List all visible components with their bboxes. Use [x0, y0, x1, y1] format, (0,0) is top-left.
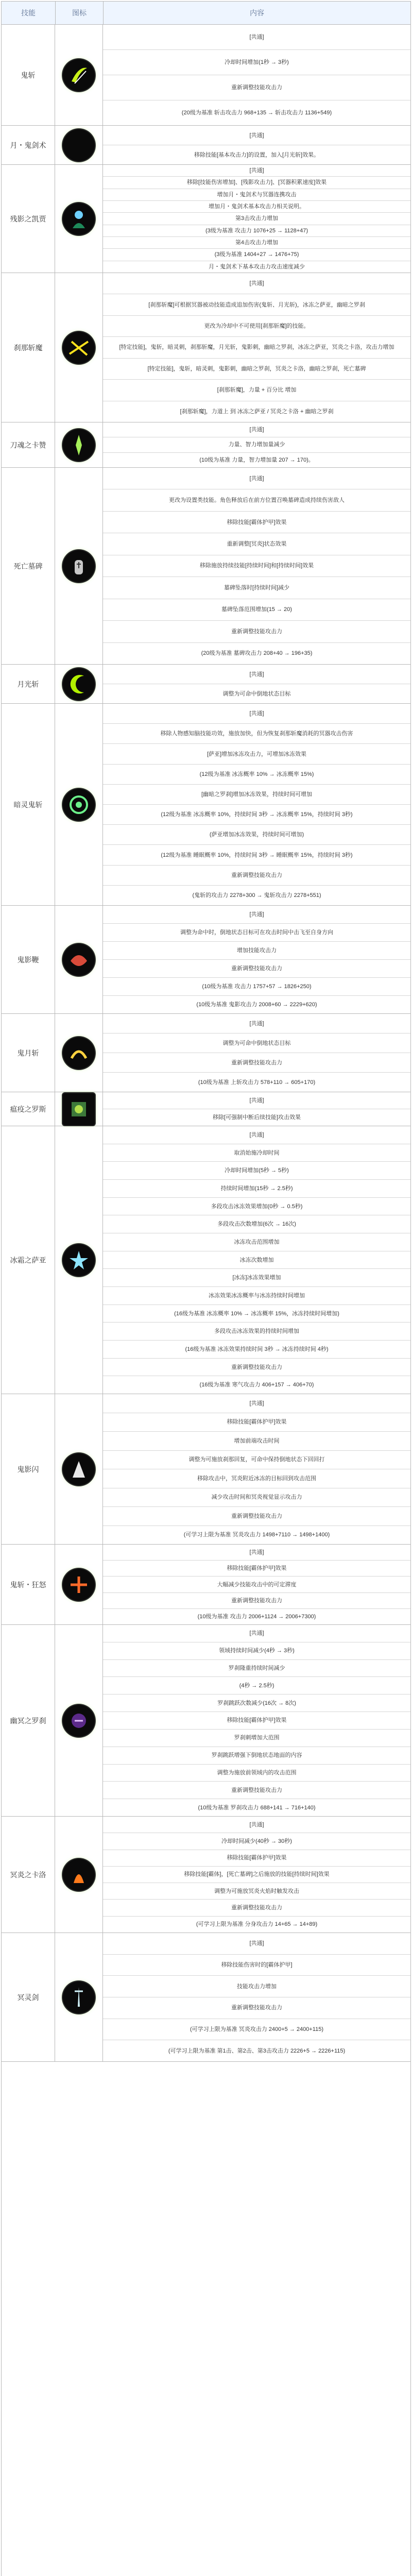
change-line: 取消始施冷却时间 [103, 1144, 410, 1162]
skill-name: 刀魂之卡赞 [2, 422, 55, 467]
change-line: 罗刹跳跃次数减少(16次 → 8次) [103, 1694, 410, 1712]
skill-name: 鬼斩・狂怒 [2, 1545, 55, 1624]
skill-name: 月・鬼剑术 [2, 126, 55, 164]
change-line: 罗刹刺增加大范围 [103, 1730, 410, 1747]
skill-icon-cell [55, 1126, 103, 1394]
skill-icon-cell [55, 1817, 103, 1933]
change-line: 力量、智力增加量减少 [103, 437, 410, 452]
section-tag: [共通] [103, 126, 410, 145]
change-line: (16级为基准 冰冻效果持续时间 3秒 → 冰冻持续时间 4秒) [103, 1341, 410, 1359]
change-line: 移除技能[霸体护甲]效果 [103, 512, 410, 533]
change-line: 重新调整技能攻击力 [103, 866, 410, 886]
skill-change-list [103, 1014, 410, 1092]
table-header [2, 2, 410, 25]
skill-icon-cell [55, 25, 103, 125]
change-line: 移除技能[基本攻击力]的设置，加入[月光斩]效果。 [194, 151, 320, 158]
blade-spirit-icon [63, 429, 95, 461]
change-line: 冷却时间增加(1秒 → 3秒) [103, 50, 410, 75]
change-line: (12级为基准 冰冻概率 10% → 冰冻概率 15%) [103, 765, 410, 785]
table-body [2, 25, 410, 2062]
change-line: 更改为设置类技能。角色释放后在前方位置召唤墓碑造成持续伤害敌人 [103, 489, 410, 511]
change-line: (可学习上限为基准 冥炎攻击力 2400+5 → 2400+115) [103, 2019, 410, 2041]
afterimage-warrior-icon [63, 203, 95, 235]
section-tag: [共通] [103, 1394, 410, 1413]
change-line: 第3击攻击力增加 [103, 213, 410, 225]
change-line: 墓碑坠落范围增加(15 → 20) [103, 599, 410, 621]
table-row [2, 1014, 410, 1092]
skill-name: 刹那斩魔 [2, 273, 55, 422]
change-line: (16级为基准 寒气攻击力 406+157 → 406+70) [199, 1382, 314, 1388]
table-row [2, 1126, 410, 1394]
skill-name: 鬼影闪 [2, 1394, 55, 1544]
skill-change-list [103, 1545, 410, 1624]
skill-name: 冰霜之萨亚 [2, 1126, 55, 1394]
change-line: 移除技能[霸体护甲]效果 [103, 1712, 410, 1730]
change-line: 移除[可强制中断后续技能]攻击效果 [212, 1114, 301, 1121]
skill-icon-cell [55, 165, 103, 273]
change-line: 调整为可命中倒地状态目标 [222, 690, 291, 697]
table-row [2, 1545, 410, 1625]
change-line: (10级为基准 鬼影攻击力 2008+60 → 2229+620) [196, 1002, 317, 1008]
change-line: [刹那斩魔]可根据冥器被动技能造成追加伤害(鬼斩、月光斩)，冰冻之萨亚，幽暗之罗刹 [103, 294, 410, 315]
section-tag: [共通] [103, 25, 410, 50]
section-tag: [共通] [103, 273, 410, 294]
change-line: (鬼斩的攻击力 2278+300 → 鬼斩攻击力 2278+551) [192, 892, 321, 899]
change-line: 墓碑坠落时[持续时间]减少 [103, 577, 410, 599]
change-line: 重新调整技能攻击力 [103, 621, 410, 642]
table-row [2, 1092, 410, 1126]
change-line: 移除技能[霸体护甲]效果 [103, 1413, 410, 1432]
change-line: 重新调整技能攻击力 [103, 1593, 410, 1609]
section-tag: [共通] [103, 906, 410, 924]
change-line: 大幅减少技能攻击中的可定滞度 [103, 1577, 410, 1592]
table-row [2, 1817, 410, 1933]
table-row [2, 25, 410, 126]
frost-saya-icon [63, 1244, 95, 1276]
skill-change-list [103, 126, 410, 164]
change-line: 领域持续时间减少(4秒 → 3秒) [103, 1642, 410, 1660]
change-line: (10级为基准 力量，智力增加量 207 → 170)。 [199, 456, 314, 463]
change-line: [刹那斩魔]，力道上 到 冰冻之萨亚 / 冥炎之卡洛 + 幽暗之罗刹 [180, 408, 334, 415]
change-line: (16级为基准 冰冻概率 10% → 冰冻概率 15%，冰冻持续时间增加) [103, 1305, 410, 1323]
skill-name: 鬼影鞭 [2, 906, 55, 1013]
change-line: 增加月・鬼剑术基本攻击力相关说明。 [103, 201, 410, 213]
header-content: 内容 [250, 9, 264, 17]
change-line: 冰冻效果冰冻概率与冰冻持续时间增加 [103, 1287, 410, 1305]
change-line: 调整为施放前领域内的攻击范围 [103, 1765, 410, 1782]
change-line: (10级为基准 罗刹攻击力 688+141 → 716+140) [198, 1804, 316, 1811]
skill-change-list [103, 165, 410, 273]
skill-change-list [103, 1394, 410, 1544]
table-row [2, 704, 410, 906]
instant-demon-slash-icon [63, 332, 95, 364]
skill-icon-cell [55, 422, 103, 467]
skill-icon-cell [55, 273, 103, 422]
change-line: 重新调整技能攻击力 [103, 1053, 410, 1073]
table-row [2, 126, 410, 165]
table-row [2, 1394, 410, 1545]
change-line: [萨亚]增加冰冻攻击力，可增加冰冻效果 [103, 744, 410, 764]
change-line: 移除人物感知脑技能功效，施放加快，但为恢复刹那斩魔消耗的冥器攻击伤害 [103, 724, 410, 744]
table-row [2, 165, 410, 273]
change-line: (3级为基准 1404+27 → 1476+75) [103, 249, 410, 261]
table-row [2, 273, 410, 422]
change-line: (10级为基准 攻击力 2006+1124 → 2006+7300) [197, 1613, 316, 1620]
change-line: 冷却时间增加(5秒 → 5秒) [103, 1162, 410, 1180]
change-line: (3级为基准 攻击力 1076+25 → 1128+47) [103, 225, 410, 237]
skill-icon-cell [55, 906, 103, 1013]
change-line: 重新调整技能攻击力 [103, 1507, 410, 1526]
change-line: 增加月・鬼剑术与冥器连携攻击 [103, 189, 410, 201]
section-tag: [共通] [103, 1014, 410, 1033]
skill-name: 死亡墓碑 [2, 468, 55, 664]
section-tag: [共通] [103, 468, 410, 489]
change-line: 调整为可施放刹那回复，可命中保持倒地状态下回回打 [103, 1451, 410, 1470]
change-line: 持续时间增加(15秒 → 2.5秒) [103, 1180, 410, 1198]
change-line: 多段攻击冰冻效果的持续时间增加 [103, 1323, 410, 1341]
ghost-whip-icon [63, 944, 95, 976]
change-line: (12级为基准 睡眠概率 10%，持续时间 3秒 → 睡眠概率 15%，持续时间 3秒) [103, 845, 410, 865]
header-skill: 技能 [2, 2, 56, 24]
table-row [2, 468, 410, 665]
dark-spirit-slash-icon [63, 789, 95, 821]
section-tag: [共通] [103, 422, 410, 437]
nether-flame-karo-icon [63, 1859, 95, 1891]
ghost-moon-slash-icon [63, 1037, 95, 1069]
skill-icon-cell [55, 1092, 103, 1126]
change-line: 月・鬼剑术下基本攻击力攻击速度减少 [209, 263, 305, 270]
skill-change-list [103, 273, 410, 422]
change-line: 减少攻击时间和冥炎视觉显示攻击力 [103, 1488, 410, 1507]
table-row [2, 665, 410, 704]
skill-change-list [103, 422, 410, 467]
skill-name: 月光斩 [2, 665, 55, 703]
table-row [2, 1933, 410, 2062]
skill-name: 冥灵剑 [2, 1933, 55, 2061]
skill-icon-cell [55, 1625, 103, 1816]
skill-name: 残影之凯贾 [2, 165, 55, 273]
change-line: 重新调整技能攻击力 [103, 1900, 410, 1916]
section-tag: [共通] [103, 1126, 410, 1144]
table-row [2, 422, 410, 468]
skill-icon-cell [55, 126, 103, 164]
change-line: (可学习上限为基准 冥炎攻击力 1498+7110 → 1498+1400) [183, 1532, 330, 1538]
skill-change-table [1, 1, 411, 2576]
skill-name: 鬼斩 [2, 25, 55, 125]
skill-icon-cell [55, 1545, 103, 1624]
skill-change-list [103, 25, 410, 125]
change-line: 增加前端攻击时间 [103, 1432, 410, 1451]
change-line: 第4击攻击力增加 [103, 237, 410, 249]
change-line: 移除技能[霸体护甲]效果 [103, 1561, 410, 1577]
change-line: 罗刹隆重持续时间减少 [103, 1660, 410, 1677]
section-tag: [共通] [103, 665, 410, 684]
change-line: 调整为可施放冥炎火焰时触发攻击 [103, 1883, 410, 1900]
table-row [2, 1625, 410, 1817]
skill-icon-cell [55, 1933, 103, 2061]
change-line: [刹那斩魔]，力量 + 百分比 增加 [103, 380, 410, 401]
header-icon: 图标 [56, 2, 104, 24]
change-line: 重新调整技能攻击力 [103, 1782, 410, 1799]
skill-change-list [103, 1817, 410, 1933]
change-line: [特定技能]，鬼斩，暗灵刺，刹那斩魔，月光斩，鬼影刺，幽暗之罗刹，冰冻之萨亚，冥炎之卡洛，攻击力增加 [103, 337, 410, 358]
change-line: (可学习上限为基准 分身攻击力 14+65 → 14+89) [196, 1921, 318, 1928]
section-tag: [共通] [103, 1817, 410, 1833]
skill-icon-cell [55, 704, 103, 905]
skill-icon-cell [55, 1394, 103, 1544]
ghost-flash-icon [63, 1453, 95, 1485]
death-tombstone-icon [63, 550, 95, 582]
change-line: 罗刹跳跃增强下倒地状态地面的内容 [103, 1747, 410, 1765]
change-line: 更改为冷却中不可使用[刹那斩魔]的技能。 [103, 316, 410, 337]
change-line: 移除施放持续技能[持续时间]和[持续时间]效果 [103, 555, 410, 577]
change-line: 移除技能[霸体]，[死亡墓碑]之后施放的技能[持续时间]效果 [103, 1867, 410, 1883]
skill-icon-cell [55, 1014, 103, 1092]
section-tag: [共通] [103, 704, 410, 724]
change-line: 多段攻击次数增加(6次 → 16次) [103, 1215, 410, 1233]
skill-change-list [103, 665, 410, 703]
skill-name: 冥炎之卡洛 [2, 1817, 55, 1933]
change-line: (10级为基准 上斩攻击力 578+110 → 605+170) [198, 1079, 316, 1086]
skill-change-list [103, 704, 410, 905]
change-line: 冰冻攻击范围增加 [103, 1233, 410, 1251]
change-line: [特定技能]，鬼斩，暗灵刺，鬼影刺，幽暗之罗刹，冥炎之卡洛，幽暗之罗刹，死亡墓碑 [103, 359, 410, 380]
change-line: 移除技能伤害时的[霸体护甲] [103, 1955, 410, 1976]
change-line: [幽暗之罗刹]增加冰冻效果，持续时间可增加 [103, 785, 410, 805]
skill-change-list [103, 1092, 410, 1126]
change-line: (20级为基准 斩击攻击力 968+135 → 斩击攻击力 1136+549) [181, 110, 332, 116]
skill-change-list [103, 1625, 410, 1816]
section-tag: [共通] [103, 1092, 410, 1109]
skill-change-list [103, 468, 410, 664]
change-line: (20级为基准 墓碑攻击力 208+40 → 196+35) [201, 650, 313, 657]
change-line: 重新调整技能攻击力 [103, 1997, 410, 2019]
change-line: 调整为可命中倒地状态目标 [103, 1033, 410, 1053]
skill-change-list [103, 1933, 410, 2061]
skill-change-list [103, 906, 410, 1013]
crescent-sword-icon [63, 129, 95, 161]
change-line: 多段攻击冰冻效果增加(0秒 → 0.5秒) [103, 1198, 410, 1216]
change-line: 重新调整技能攻击力 [103, 75, 410, 100]
skill-name: 幽冥之罗刹 [2, 1625, 55, 1816]
change-line: 重新调整技能攻击力 [103, 960, 410, 978]
moon-slash-icon [63, 59, 95, 91]
table-row [2, 906, 410, 1014]
skill-name: 鬼月斩 [2, 1014, 55, 1092]
change-line: 调整为命中时，倒地状态目标可在攻击时间中击飞至自身方向 [103, 924, 410, 942]
section-tag: [共通] [103, 1625, 410, 1642]
change-line: [冰冻]冰冻效果增加 [103, 1269, 410, 1287]
change-line: 冷却时间减少(40秒 → 30秒) [103, 1833, 410, 1850]
skill-icon-cell [55, 665, 103, 703]
change-line: 冰冻次数增加 [103, 1251, 410, 1269]
change-line: (4秒 → 2.5秒) [103, 1677, 410, 1694]
moonlight-slash-icon [63, 668, 95, 700]
nether-rakshasa-icon [63, 1705, 95, 1737]
skill-name: 瘟疫之罗斯 [2, 1092, 55, 1126]
skill-icon-cell [55, 468, 103, 664]
nether-sword-icon [63, 1981, 95, 2013]
change-line: 重新调整技能攻击力 [103, 1359, 410, 1377]
change-line: (萨亚增加冰冻效果，持续时间可增加) [103, 825, 410, 845]
change-line: 移除技能[霸体护甲]效果 [103, 1850, 410, 1867]
change-line: 移除攻击中，冥炎附近冰冻的目标回到攻击范围 [103, 1469, 410, 1488]
change-line: 重新调整[冥炎]状态效果 [103, 533, 410, 555]
rage-ghost-slash-icon [63, 1569, 95, 1601]
section-tag: [共通] [103, 1545, 410, 1561]
section-tag: [共通] [103, 1933, 410, 1955]
change-line: 移除[技能伤害增加]、[残影攻击力]、[冥器积累速度]效果 [103, 177, 410, 189]
section-tag: [共通] [103, 165, 410, 177]
change-line: (可学习上限为基准 第1击、第2击、第3击攻击力 2226+5 → 2226+115) [168, 2047, 346, 2054]
plague-ross-icon [63, 1093, 95, 1125]
change-line: 增加技能攻击力 [103, 942, 410, 960]
change-line: 技能攻击力增加 [103, 1976, 410, 1997]
skill-name: 暗灵鬼斩 [2, 704, 55, 905]
skill-change-list [103, 1126, 410, 1394]
change-line: (12级为基准 冰冻概率 10%，持续时间 3秒 → 冰冻概率 15%，持续时间 3秒) [103, 805, 410, 825]
change-line: (10级为基准 攻击力 1757+57 → 1826+250) [103, 978, 410, 996]
